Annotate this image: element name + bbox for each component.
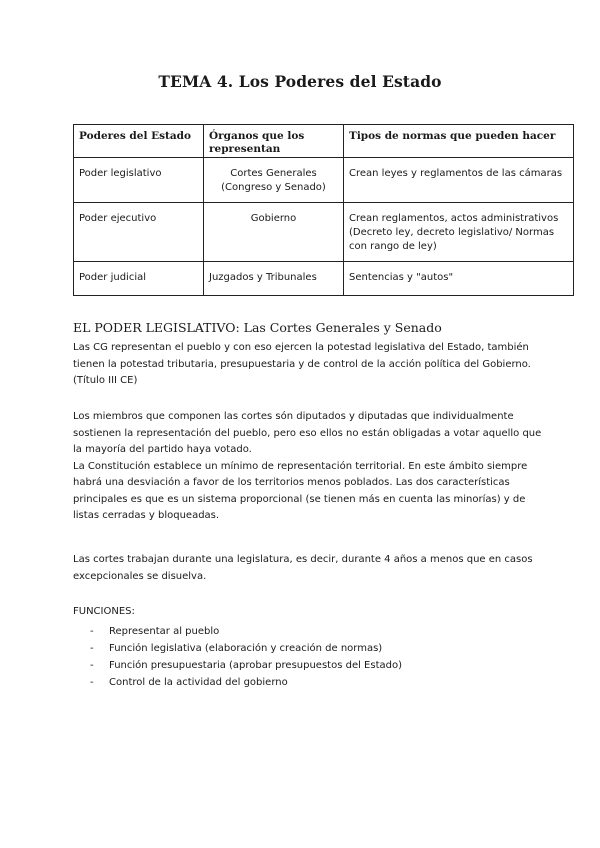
bullet-dash: - (90, 626, 94, 637)
list-item-text: Función legislativa (elaboración y creación de normas) (109, 643, 383, 654)
list-item (73, 657, 402, 674)
cell-norms: Crean leyes y reglamentos de las cámaras (344, 158, 574, 203)
header-powers: Poderes del Estado (74, 125, 204, 158)
paragraph-members: Los miembros que componen las cortes són diputados y diputadas que individualmente sostienen la representación del pueblo, pero eso ellos no están obligadas a votar aquello que la mayoría del partido haya votado. (73, 411, 542, 455)
cell-power: Poder legislativo (74, 158, 204, 203)
list-item (73, 640, 402, 657)
bullet-dash: - (90, 677, 94, 688)
list-item-text: Representar al pueblo (109, 626, 220, 637)
cell-norms: Crean reglamentos, actos administrativos (Decreto ley, decreto legislativo/ Normas con rango de ley) (344, 203, 574, 262)
table-row (74, 158, 574, 203)
list-item (73, 623, 402, 640)
bullet-dash: - (90, 660, 94, 671)
cell-organ: Cortes Generales (Congreso y Senado) (204, 158, 344, 203)
section-heading: EL PODER LEGISLATIVO: Las Cortes Generales y Senado (73, 320, 442, 335)
table-header-row (74, 125, 574, 158)
paragraph-group (73, 409, 543, 525)
functions-label: FUNCIONES: (73, 606, 135, 617)
cell-organ: Juzgados y Tribunales (204, 262, 344, 296)
list-item-text: Control de la actividad del gobierno (109, 677, 288, 688)
bullet-dash: - (90, 643, 94, 654)
paragraph-cg: Las CG representan el pueblo y con eso ejercen la potestad legislativa del Estado, también tienen la potestad tributaria, presupuestaria y de control de la acción política del Gobierno. (Título III CE) (73, 342, 531, 386)
header-norm-types: Tipos de normas que pueden hacer (344, 125, 574, 158)
powers-table (73, 124, 574, 296)
table-row (74, 203, 574, 262)
paragraph-legislature: Las cortes trabajan durante una legislatura, es decir, durante 4 años a menos que en casos excepcionales se disuelva. (73, 554, 533, 582)
list-item-text: Función presupuestaria (aprobar presupuestos del Estado) (109, 660, 402, 671)
paragraph-territorial: La Constitución establece un mínimo de representación territorial. En este ámbito siempre habrá una desviación a favor de los territorios menos poblados. Las dos características principales es que es un sistema proporcional (se tienen más en cuenta las minorías) y de listas cerradas y bloqueadas. (73, 460, 528, 521)
functions-list (73, 623, 402, 691)
document-title: TEMA 4. Los Poderes del Estado (158, 72, 442, 91)
cell-organ: Gobierno (204, 203, 344, 262)
cell-power: Poder judicial (74, 262, 204, 296)
cell-norms: Sentencias y "autos" (344, 262, 574, 296)
header-organs: Órganos que los representan (204, 125, 344, 158)
cell-power: Poder ejecutivo (74, 203, 204, 262)
list-item (73, 674, 402, 691)
table-row (74, 262, 574, 296)
